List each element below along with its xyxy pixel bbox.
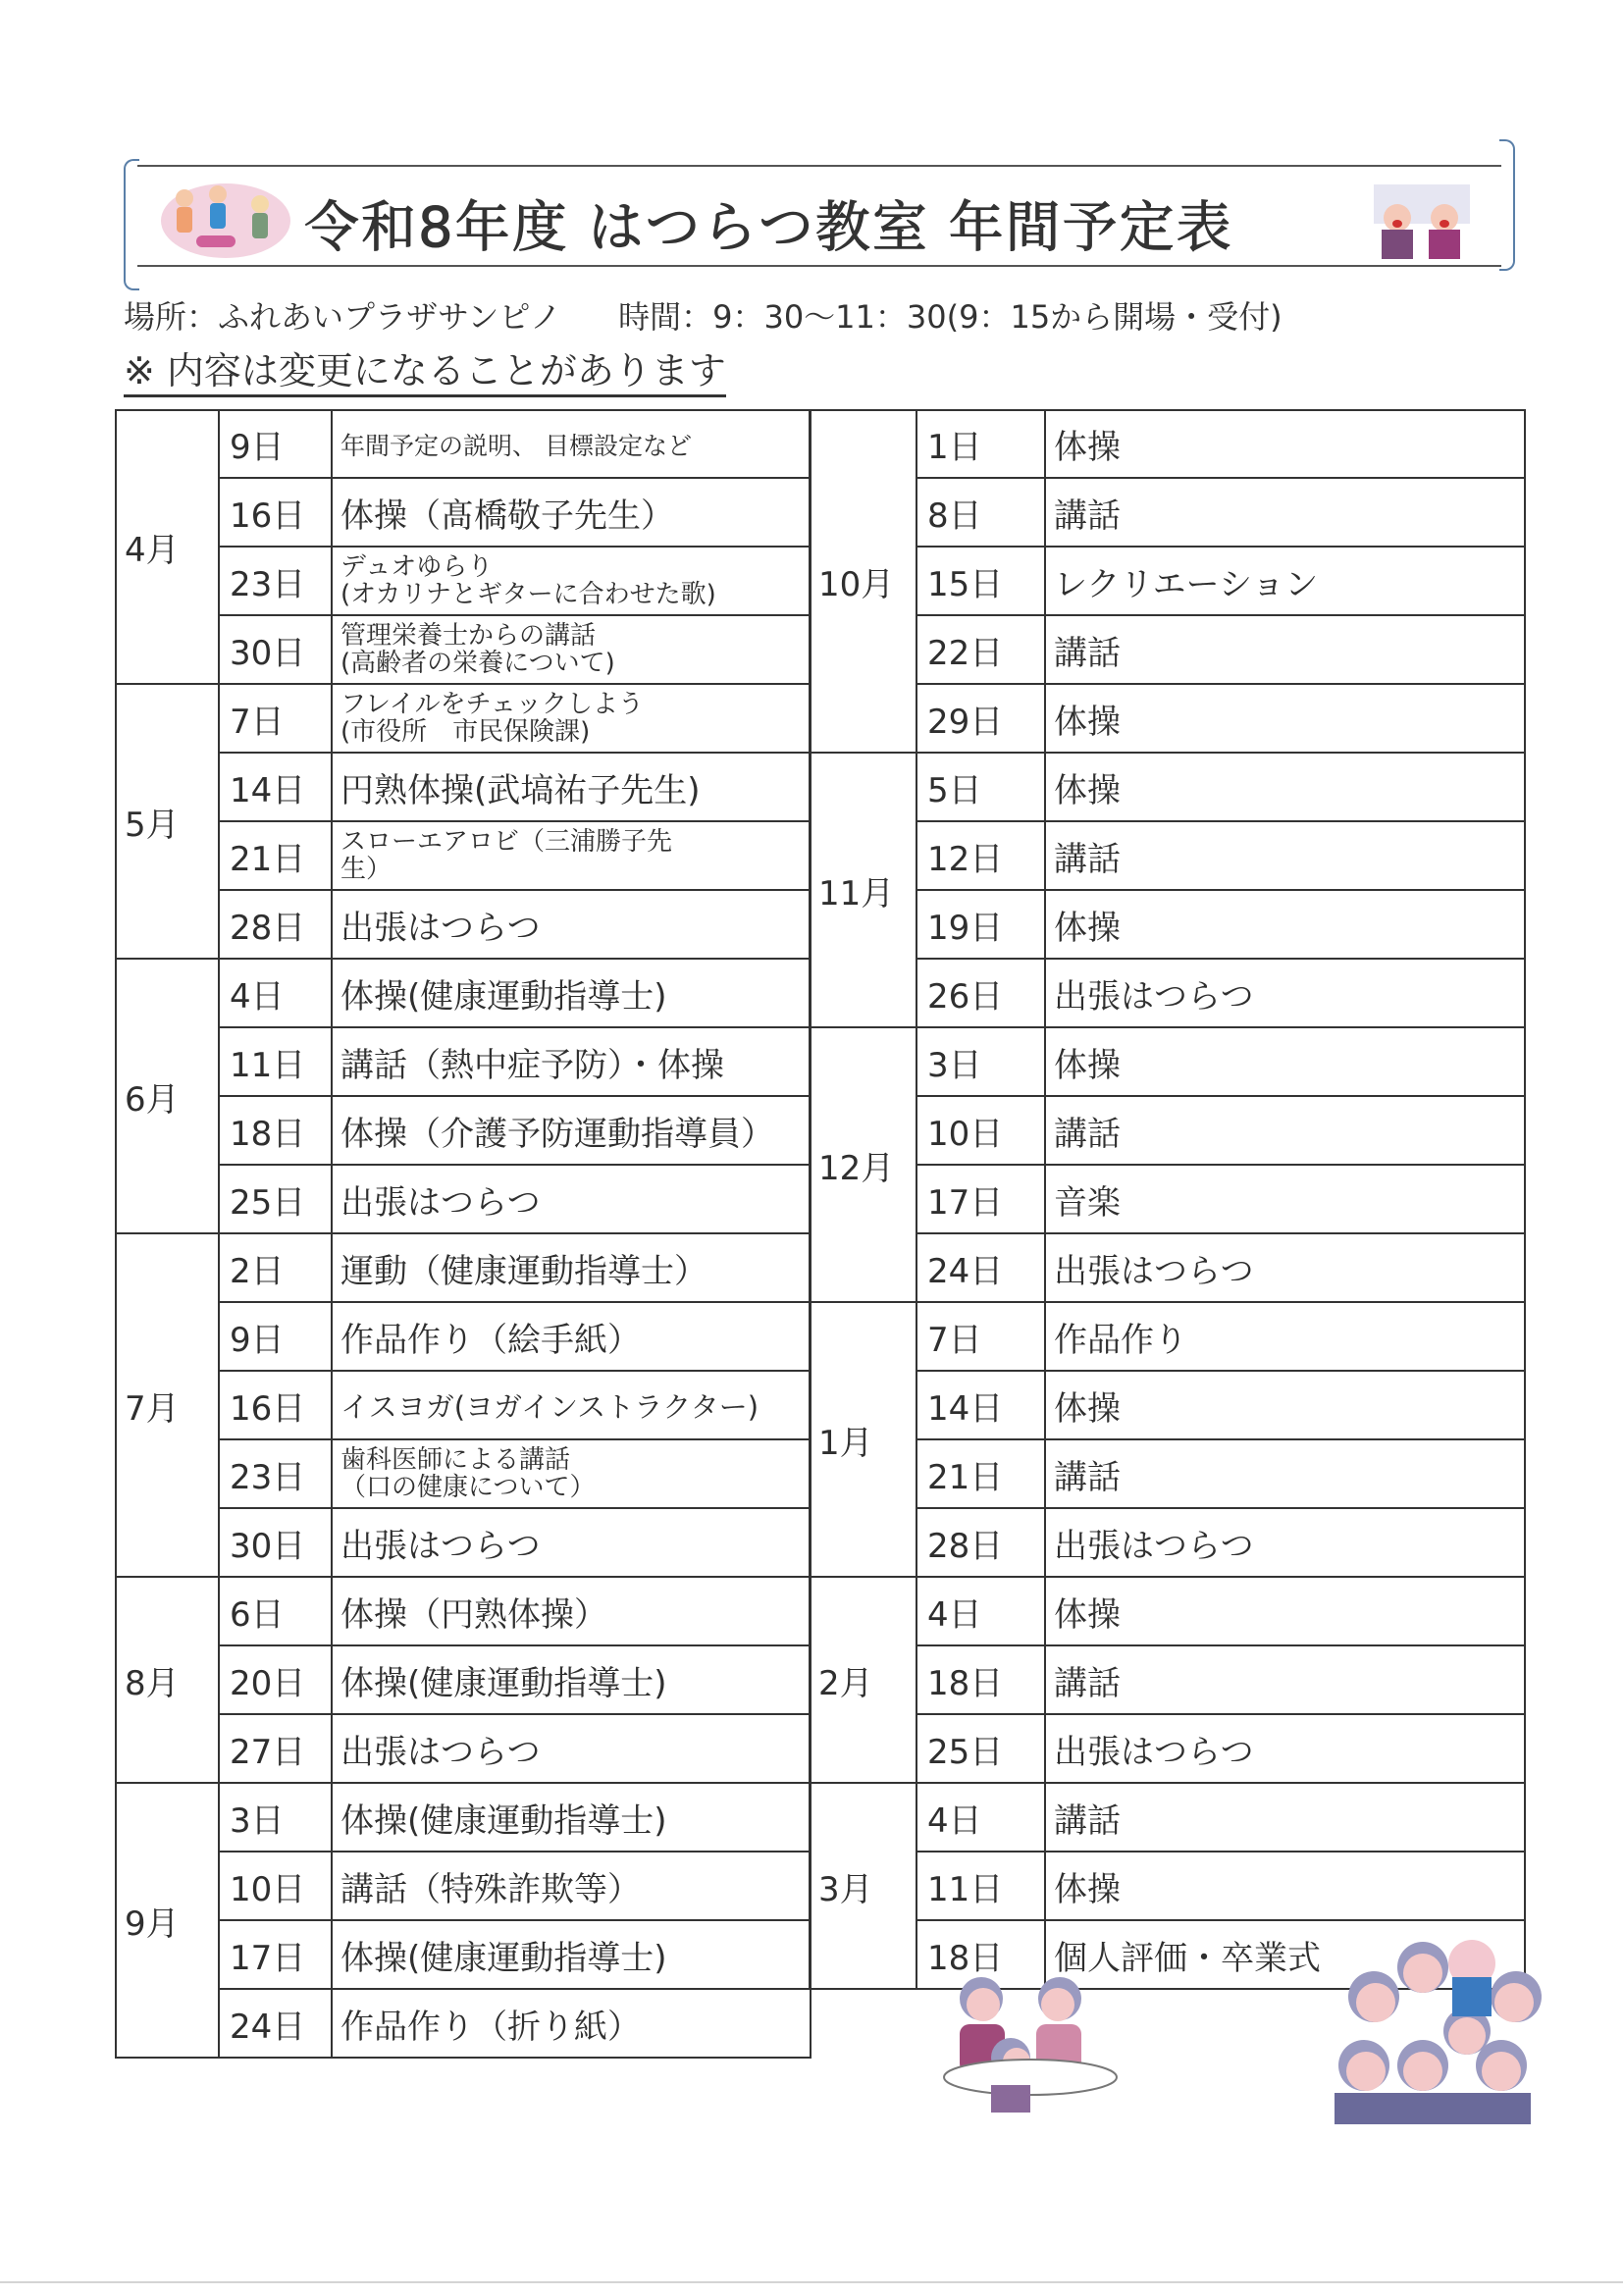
content-cell: 講話 [1045,1439,1525,1508]
table-row [810,478,1525,547]
content-cell: 講話 [1045,1096,1525,1165]
table-row [116,1920,811,1989]
table-row [116,1371,811,1439]
seniors-table-talk-icon [932,1967,1138,2114]
place-label: 場所：ふれあいプラザサンピノ [124,298,562,336]
schedule-table-apr-sep [115,409,812,2059]
content-cell: 出張はつらつ [1045,1233,1525,1302]
day-cell: 4日 [219,959,332,1027]
content-cell [332,547,811,615]
table-row [810,410,1525,478]
day-cell: 20日 [219,1645,332,1714]
day-cell: 18日 [916,1645,1045,1714]
content-cell [332,1439,811,1508]
content-cell [332,821,811,890]
content-cell: 講話 [1045,821,1525,890]
table-row [810,890,1525,959]
content-cell: 体操 [1045,1371,1525,1439]
content-cell: 出張はつらつ [332,1508,811,1577]
table-row [810,753,1525,821]
table-row [116,1233,811,1302]
table-row [810,684,1525,753]
table-row [116,1852,811,1920]
content-cell: 体操(健康運動指導士) [332,1783,811,1852]
content-cell [332,684,811,753]
day-cell: 10日 [219,1852,332,1920]
content-cell: 出張はつらつ [1045,1714,1525,1783]
day-cell: 18日 [916,1920,1045,1989]
table-row [116,1645,811,1714]
content-cell: 講話 [1045,1645,1525,1714]
table-row [116,821,811,890]
content-line: (高齢者の栄養について) [340,649,615,678]
content-cell: 出張はつらつ [1045,1508,1525,1577]
day-cell: 11日 [916,1852,1045,1920]
table-row [116,1439,811,1508]
table-row [810,1096,1525,1165]
month-cell: 7月 [116,1233,219,1577]
month-cell: 5月 [116,684,219,959]
month-cell: 3月 [810,1783,916,1989]
month-cell: 6月 [116,959,219,1233]
day-cell: 17日 [916,1165,1045,1233]
day-cell: 1日 [916,410,1045,478]
table-row [116,1714,811,1783]
day-cell: 30日 [219,1508,332,1577]
content-cell: 体操（円熟体操） [332,1577,811,1645]
table-row [810,1165,1525,1233]
day-cell: 5日 [916,753,1045,821]
time-label: 時間：9：30～11：30(9：15から開場・受付) [618,298,1283,336]
content-cell: 体操 [1045,1027,1525,1096]
day-cell: 6日 [219,1577,332,1645]
content-cell: 出張はつらつ [332,1714,811,1783]
month-cell: 2月 [810,1577,916,1783]
content-cell: 作品作り（絵手紙） [332,1302,811,1371]
table-row [810,959,1525,1027]
table-row [116,753,811,821]
day-cell: 4日 [916,1783,1045,1852]
table-row [116,1096,811,1165]
content-line: （口の健康について） [340,1473,596,1502]
content-cell: 出張はつらつ [1045,959,1525,1027]
content-cell: 体操（髙橋敬子先生） [332,478,811,547]
content-cell: 出張はつらつ [332,1165,811,1233]
day-cell: 3日 [916,1027,1045,1096]
schedule-table-oct-mar [809,409,1526,1990]
content-cell: 体操 [1045,1577,1525,1645]
day-cell: 4日 [916,1577,1045,1645]
table-row [116,1577,811,1645]
day-cell: 17日 [219,1920,332,1989]
table-row [116,478,811,547]
table-row [810,1371,1525,1439]
info-line [124,292,1283,338]
day-cell: 9日 [219,1302,332,1371]
day-cell: 14日 [916,1371,1045,1439]
day-cell: 25日 [916,1714,1045,1783]
month-cell: 4月 [116,410,219,684]
day-cell: 19日 [916,890,1045,959]
table-row [810,1439,1525,1508]
content-cell: 体操(健康運動指導士) [332,1920,811,1989]
content-cell [332,615,811,684]
content-cell: 体操(健康運動指導士) [332,959,811,1027]
content-cell: 出張はつらつ [332,890,811,959]
table-row [116,1989,811,2058]
content-cell: 講話 [1045,478,1525,547]
content-line: スローエアロビ（三浦勝子先 [340,827,673,857]
table-row [116,684,811,753]
day-cell: 23日 [219,1439,332,1508]
table-row [116,547,811,615]
day-cell: 25日 [219,1165,332,1233]
content-line: (オカリナとギターに合わせた歌) [340,580,716,609]
day-cell: 27日 [219,1714,332,1783]
day-cell: 24日 [219,1989,332,2058]
content-cell: イスヨガ(ヨガインストラクター) [332,1371,811,1439]
day-cell: 7日 [916,1302,1045,1371]
change-notice: ※ 内容は変更になることがあります [124,349,726,397]
day-cell: 21日 [916,1439,1045,1508]
day-cell: 22日 [916,615,1045,684]
table-row [116,1165,811,1233]
day-cell: 23日 [219,547,332,615]
day-cell: 29日 [916,684,1045,753]
day-cell: 16日 [219,478,332,547]
table-row [810,1577,1525,1645]
table-row [810,1783,1525,1852]
day-cell: 14日 [219,753,332,821]
table-row [810,1852,1525,1920]
day-cell: 3日 [219,1783,332,1852]
content-line: 管理栄養士からの講話 [340,621,597,651]
content-cell: 体操 [1045,1852,1525,1920]
content-cell: 体操 [1045,753,1525,821]
content-cell: 講話 [1045,1783,1525,1852]
day-cell: 21日 [219,821,332,890]
table-row [810,547,1525,615]
day-cell: 8日 [916,478,1045,547]
day-cell: 9日 [219,410,332,478]
table-row [810,1233,1525,1302]
cheering-seniors-icon [1368,175,1476,261]
month-cell: 10月 [810,410,916,753]
table-row [810,1508,1525,1577]
content-cell: 体操(健康運動指導士) [332,1645,811,1714]
content-line: フレイルをチェックしよう [340,690,644,719]
day-cell: 30日 [219,615,332,684]
day-cell: 26日 [916,959,1045,1027]
month-cell: 1月 [810,1302,916,1577]
table-row [810,1302,1525,1371]
day-cell: 12日 [916,821,1045,890]
content-cell: 個人評価・卒業式 [1045,1920,1525,1989]
content-cell: 体操 [1045,410,1525,478]
content-cell: 円熟体操(武塙祐子先生) [332,753,811,821]
table-row [116,1027,811,1096]
celebrating-group-icon [1305,1928,1562,2124]
month-cell: 12月 [810,1027,916,1302]
content-cell: レクリエーション [1045,547,1525,615]
day-cell: 7日 [219,684,332,753]
content-cell: 体操（介護予防運動指導員） [332,1096,811,1165]
table-row [116,1508,811,1577]
page-title: 令和8年度 はつらつ教室 年間予定表 [304,196,1233,260]
day-cell: 24日 [916,1233,1045,1302]
table-row [810,1714,1525,1783]
table-row [116,1783,811,1852]
content-cell: 音楽 [1045,1165,1525,1233]
content-cell: 講話（熱中症予防）・体操 [332,1027,811,1096]
content-line: (市役所 市民保険課) [340,717,591,747]
month-cell: 9月 [116,1783,219,2058]
month-cell: 11月 [810,753,916,1027]
table-row [116,615,811,684]
table-row [810,1645,1525,1714]
content-cell: 体操 [1045,890,1525,959]
day-cell: 16日 [219,1371,332,1439]
content-cell: 体操 [1045,684,1525,753]
table-row [116,410,811,478]
content-line: デュオゆらり [340,552,494,582]
table-row [810,615,1525,684]
day-cell: 28日 [916,1508,1045,1577]
day-cell: 2日 [219,1233,332,1302]
content-cell: 作品作り [1045,1302,1525,1371]
day-cell: 18日 [219,1096,332,1165]
table-row [810,1027,1525,1096]
content-cell: 運動（健康運動指導士） [332,1233,811,1302]
exercise-people-icon [157,177,294,261]
content-cell: 講話（特殊詐欺等） [332,1852,811,1920]
content-cell: 講話 [1045,615,1525,684]
table-row [810,821,1525,890]
day-cell: 10日 [916,1096,1045,1165]
title-banner [137,165,1501,267]
table-row [116,1302,811,1371]
content-line: 歯科医師による講話 [340,1445,571,1475]
day-cell: 11日 [219,1027,332,1096]
day-cell: 15日 [916,547,1045,615]
table-row [116,890,811,959]
page-edge-line [0,2281,1623,2283]
content-cell: 年間予定の説明、 目標設定など [332,410,811,478]
table-row [116,959,811,1027]
month-cell: 8月 [116,1577,219,1783]
content-cell: 作品作り（折り紙） [332,1989,811,2058]
content-line: 生） [340,855,393,884]
day-cell: 28日 [219,890,332,959]
